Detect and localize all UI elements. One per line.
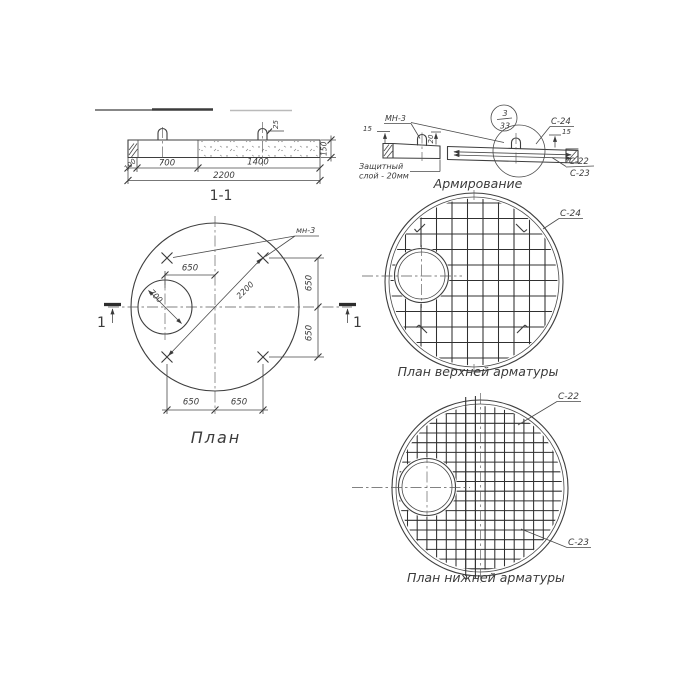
slab-bottom-left (393, 158, 440, 159)
mn3-leaders (384, 123, 504, 143)
dim-700: 700 (158, 158, 176, 169)
c24-label: С-24 (551, 117, 571, 127)
dim-2200: 2200 (213, 171, 235, 181)
top-mesh-title: План верхней арматуры (397, 364, 559, 379)
cut-label-right: 1 (353, 315, 362, 331)
callout-denominator: 33 (499, 121, 511, 131)
plan-bottom-right-label: 650 (230, 397, 248, 408)
bottom-mesh-view (352, 392, 591, 585)
dim-100: 100 (122, 157, 138, 173)
detail-circle (493, 125, 545, 177)
bottom-mesh-c23-label: С-23 (568, 538, 589, 548)
hole-edges (440, 146, 448, 160)
loop-dim-label: 25 (272, 120, 280, 129)
bottom-mesh-title: План нижней арматуры (407, 570, 565, 585)
left-bearing-hatch (129, 144, 138, 158)
section-1-1-view (123, 120, 336, 204)
concrete-texture (199, 141, 319, 157)
plan-mn3-leaders (173, 236, 319, 258)
cover-note-line1: Защитный (359, 162, 404, 171)
plan-mn3-label: мн-3 (296, 226, 316, 235)
section-cut-right (339, 305, 362, 332)
cut-label-left: 1 (97, 315, 106, 331)
plan-top-dim-label: 650 (181, 263, 199, 274)
plan-bottom-left-label: 650 (182, 397, 200, 408)
scan-artifact-line (95, 110, 292, 111)
diagonal-dim-label: 2200 (234, 279, 256, 301)
reinforcement-detail-view (359, 105, 594, 191)
plan-right-lower-label: 650 (304, 324, 315, 342)
section-cut-left (97, 305, 121, 332)
plan-right-upper-label: 650 (304, 274, 315, 292)
dim-20-label: 20 (427, 134, 435, 144)
hole-dim-label: 700 (147, 287, 165, 305)
top-mesh-rim-outer (385, 193, 563, 371)
top-mesh-c24-leader (543, 219, 583, 230)
callout-numerator: 3 (502, 109, 508, 118)
section-title: 1-1 (209, 188, 233, 204)
dim-15-right: 15 (562, 128, 571, 136)
plan-top-dim (165, 271, 215, 288)
top-mesh-view (362, 190, 583, 379)
plan-title: План (190, 428, 242, 447)
dim-15-left: 15 (363, 125, 372, 133)
c23-label: С-23 (570, 169, 590, 179)
bottom-mesh-grid (396, 404, 564, 572)
top-mesh-loop-ticks (415, 224, 529, 333)
mesh-bar-upper (454, 152, 571, 155)
thickness-label: 150 (319, 141, 329, 156)
plan-view (97, 216, 362, 447)
top-mesh-c24-label: С-24 (560, 209, 581, 219)
c22-label: С-22 (569, 157, 589, 167)
plan-right-dims (269, 258, 324, 357)
top-mesh-rim-inner (389, 197, 559, 367)
dim-1400: 1400 (247, 157, 269, 168)
bottom-mesh-c22-label: С-22 (558, 392, 579, 402)
mesh-bar-lower (454, 155, 571, 158)
bottom-mesh-rim-inner (396, 404, 564, 572)
reinforcement-title: Армирование (433, 176, 523, 191)
cover-note-line2: слой - 20мм (359, 171, 409, 181)
cover-note-leader (410, 160, 440, 172)
mn3-label: МН-3 (385, 114, 406, 123)
